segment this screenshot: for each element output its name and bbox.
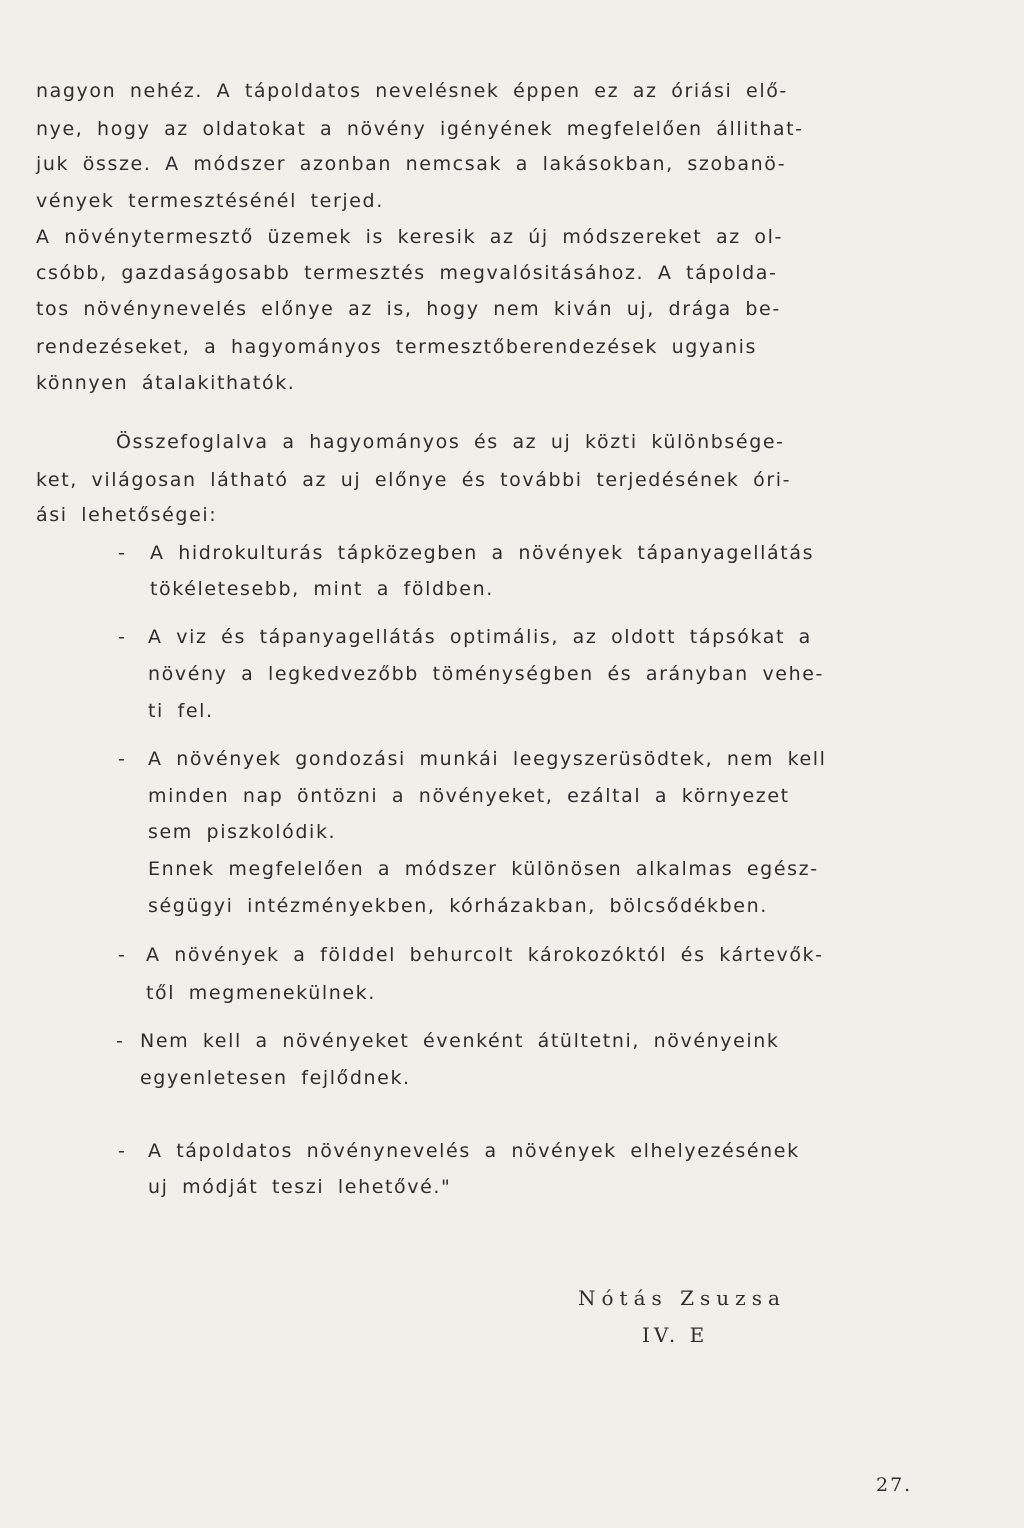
text-line: tos növénynevelés előnye az is, hogy nem kiván uj, drága be-: [36, 298, 781, 320]
text-line: A növények a földdel behurcolt károkozóktól és kártevők-: [146, 944, 824, 966]
text-line: rendezéseket, a hagyományos termesztőberendezések ugyanis: [36, 336, 758, 358]
text-line: juk össze. A módszer azonban nemcsak a lakásokban, szobanö-: [36, 153, 787, 175]
text-line: növény a legkedvezőbb töménységben és arányban vehe-: [148, 663, 824, 685]
text-line: Ennek megfelelően a módszer különösen alkalmas egész-: [148, 858, 819, 880]
text-line: ket, világosan látható az uj előnye és további terjedésének óri-: [36, 469, 792, 491]
author-class: IV. E: [642, 1323, 709, 1347]
text-line: csóbb, gazdaságosabb termesztés megvalósitásához. A tápolda-: [36, 262, 778, 284]
text-line: A növények gondozási munkái leegyszerüsödtek, nem kell: [148, 748, 827, 770]
list-dash: -: [116, 1030, 125, 1052]
text-line: minden nap öntözni a növényeket, ezáltal a környezet: [148, 785, 790, 807]
text-line: Nem kell a növényeket évenként átültetni, növényeink: [140, 1030, 780, 1052]
text-line: vények termesztésénél terjed.: [36, 190, 384, 212]
text-line: sem piszkolódik.: [148, 821, 337, 843]
list-dash: -: [118, 1140, 127, 1162]
text-line: nagyon nehéz. A tápoldatos nevelésnek éppen ez az óriási elő-: [36, 80, 788, 102]
author-name: Nótás Zsuzsa: [578, 1286, 786, 1310]
text-line: A növénytermesztő üzemek is keresik az új módszereket az ol-: [36, 226, 783, 248]
text-line: Összefoglalva a hagyományos és az uj közti különbsége-: [116, 431, 785, 453]
text-line: nye, hogy az oldatokat a növény igényének megfelelően állithat-: [36, 118, 804, 140]
text-line: tökéletesebb, mint a földben.: [150, 578, 494, 600]
text-line: könnyen átalakithatók.: [36, 372, 296, 394]
text-line: ségügyi intézményekben, kórházakban, bölcsődékben.: [148, 895, 768, 917]
text-line: től megmenekülnek.: [146, 982, 376, 1004]
text-line: A viz és tápanyagellátás optimális, az oldott tápsókat a: [148, 626, 812, 648]
list-dash: -: [118, 944, 127, 966]
text-line: ási lehetőségei:: [36, 504, 218, 526]
text-line: egyenletesen fejlődnek.: [140, 1067, 411, 1089]
page-number: 27.: [876, 1474, 913, 1496]
list-dash: -: [118, 542, 127, 564]
text-line: A hidrokulturás tápközegben a növények tápanyagellátás: [150, 542, 815, 564]
text-line: A tápoldatos növénynevelés a növények elhelyezésének: [148, 1140, 800, 1162]
list-dash: -: [118, 748, 127, 770]
list-dash: -: [118, 626, 127, 648]
text-line: uj módját teszi lehetővé.": [148, 1176, 452, 1198]
text-line: ti fel.: [148, 700, 214, 722]
